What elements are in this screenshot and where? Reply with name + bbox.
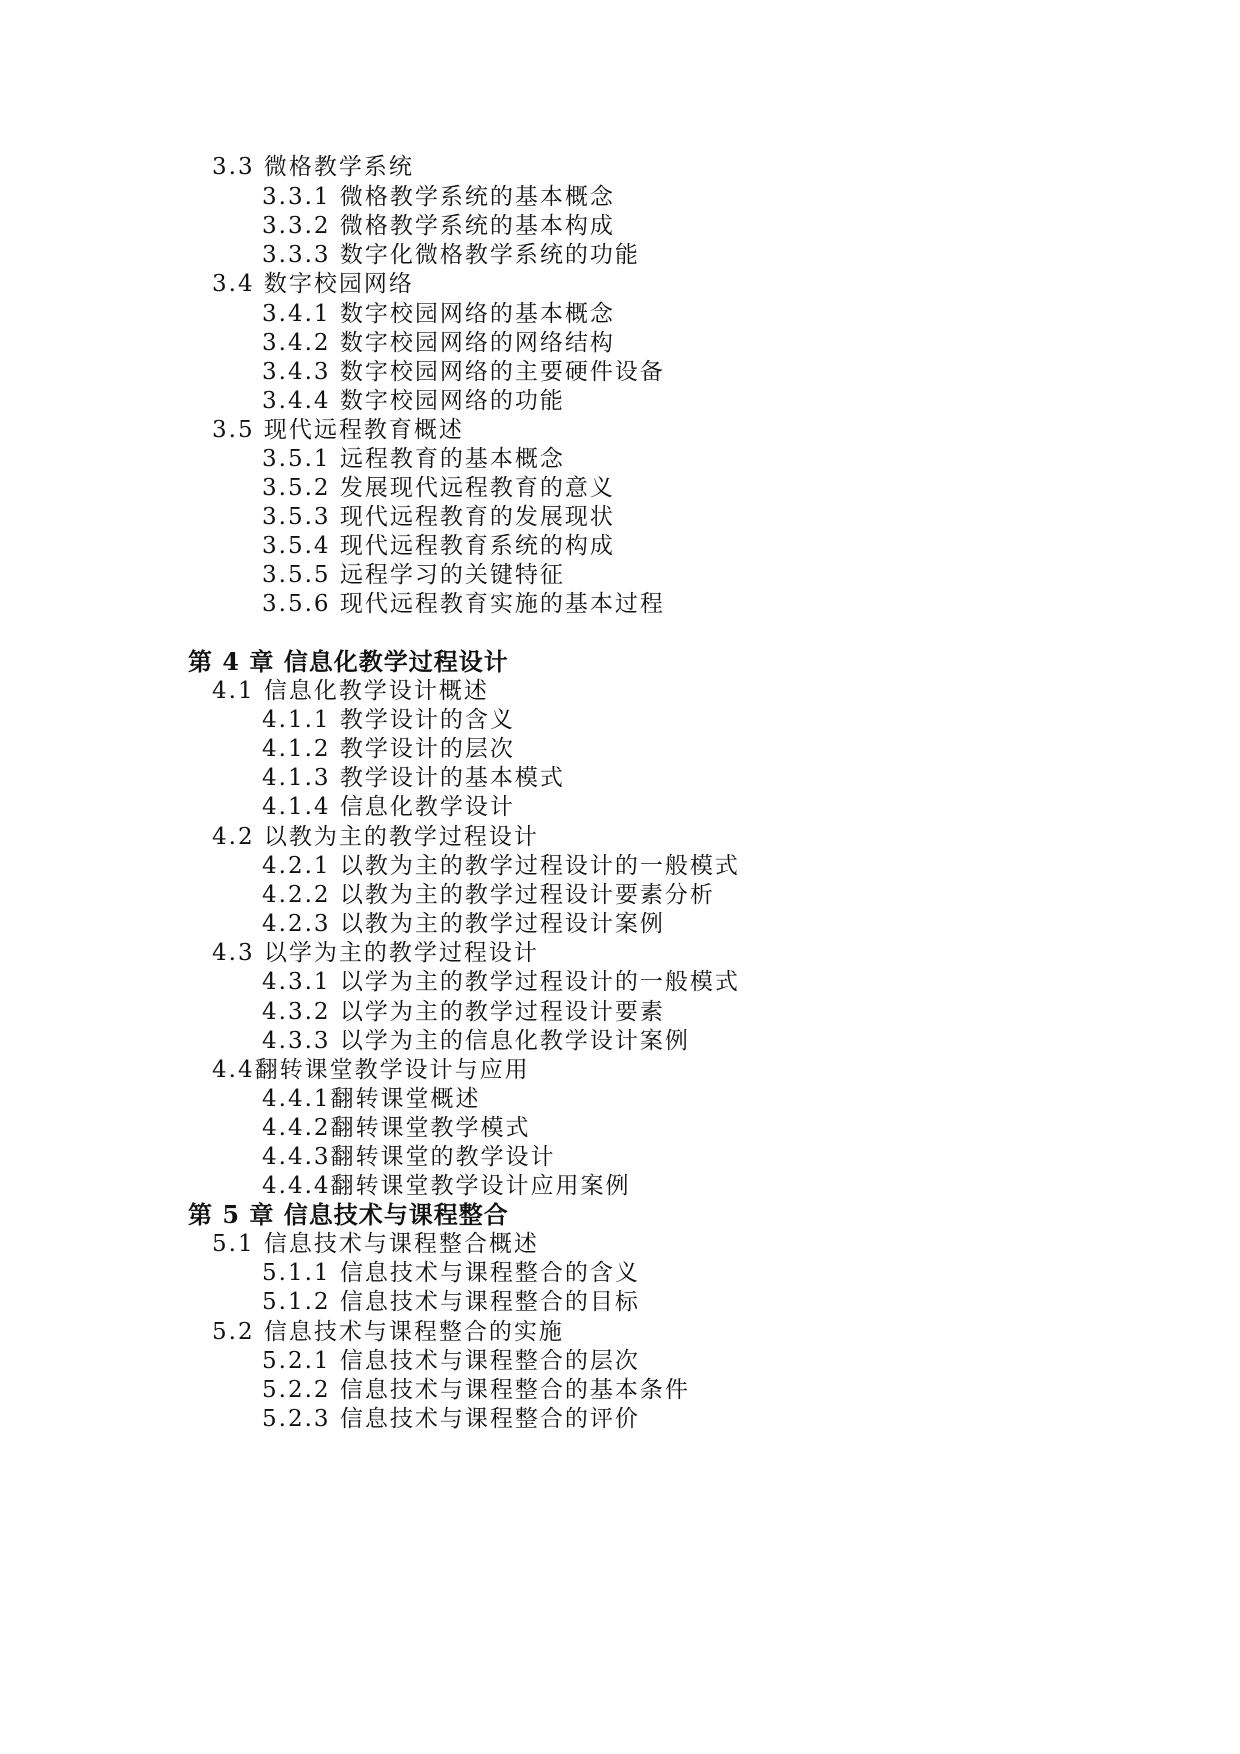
subsection-entry: 4.3.2 以学为主的教学过程设计要素 [262, 999, 665, 1025]
chapter-heading: 第 5 章 信息技术与课程整合 [188, 1200, 509, 1229]
subsection-entry: 5.2.3 信息技术与课程整合的评价 [262, 1406, 640, 1432]
subsection-entry: 4.1.1 教学设计的含义 [262, 707, 515, 733]
section-heading: 4.2 以教为主的教学过程设计 [212, 824, 539, 850]
subsection-entry: 4.4.3翻转课堂的教学设计 [262, 1144, 556, 1170]
subsection-entry: 3.5.6 现代远程教育实施的基本过程 [262, 591, 665, 617]
subsection-entry: 3.3.3 数字化微格教学系统的功能 [262, 242, 640, 268]
subsection-entry: 3.5.4 现代远程教育系统的构成 [262, 533, 615, 559]
section-heading: 4.1 信息化教学设计概述 [212, 678, 489, 704]
subsection-entry: 3.3.2 微格教学系统的基本构成 [262, 213, 615, 239]
subsection-entry: 4.1.3 教学设计的基本模式 [262, 765, 565, 791]
subsection-entry: 4.3.3 以学为主的信息化教学设计案例 [262, 1028, 690, 1054]
subsection-entry: 3.4.2 数字校园网络的网络结构 [262, 330, 615, 356]
section-heading: 3.4 数字校园网络 [212, 271, 414, 297]
subsection-entry: 5.1.1 信息技术与课程整合的含义 [262, 1260, 640, 1286]
subsection-entry: 5.1.2 信息技术与课程整合的目标 [262, 1289, 640, 1315]
subsection-entry: 3.3.1 微格教学系统的基本概念 [262, 184, 615, 210]
subsection-entry: 4.4.4翻转课堂教学设计应用案例 [262, 1173, 631, 1199]
section-heading: 4.3 以学为主的教学过程设计 [212, 940, 539, 966]
subsection-entry: 3.5.1 远程教育的基本概念 [262, 446, 565, 472]
subsection-entry: 3.4.3 数字校园网络的主要硬件设备 [262, 359, 665, 385]
subsection-entry: 4.1.4 信息化教学设计 [262, 794, 515, 820]
chapter-heading: 第 4 章 信息化教学过程设计 [188, 647, 509, 676]
subsection-entry: 4.1.2 教学设计的层次 [262, 736, 515, 762]
subsection-entry: 3.4.4 数字校园网络的功能 [262, 388, 565, 414]
subsection-entry: 4.2.2 以教为主的教学过程设计要素分析 [262, 882, 715, 908]
subsection-entry: 3.5.5 远程学习的关键特征 [262, 562, 565, 588]
section-heading: 4.4翻转课堂教学设计与应用 [212, 1057, 530, 1083]
section-heading: 3.5 现代远程教育概述 [212, 417, 464, 443]
subsection-entry: 3.5.3 现代远程教育的发展现状 [262, 504, 615, 530]
subsection-entry: 4.2.3 以教为主的教学过程设计案例 [262, 911, 665, 937]
section-heading: 3.3 微格教学系统 [212, 154, 414, 180]
section-heading: 5.1 信息技术与课程整合概述 [212, 1231, 539, 1257]
subsection-entry: 3.4.1 数字校园网络的基本概念 [262, 301, 615, 327]
subsection-entry: 4.4.1翻转课堂概述 [262, 1086, 481, 1112]
subsection-entry: 4.2.1 以教为主的教学过程设计的一般模式 [262, 853, 740, 879]
subsection-entry: 3.5.2 发展现代远程教育的意义 [262, 475, 615, 501]
subsection-entry: 4.4.2翻转课堂教学模式 [262, 1115, 531, 1141]
subsection-entry: 5.2.1 信息技术与课程整合的层次 [262, 1348, 640, 1374]
subsection-entry: 4.3.1 以学为主的教学过程设计的一般模式 [262, 969, 740, 995]
section-heading: 5.2 信息技术与课程整合的实施 [212, 1319, 564, 1345]
subsection-entry: 5.2.2 信息技术与课程整合的基本条件 [262, 1377, 690, 1403]
